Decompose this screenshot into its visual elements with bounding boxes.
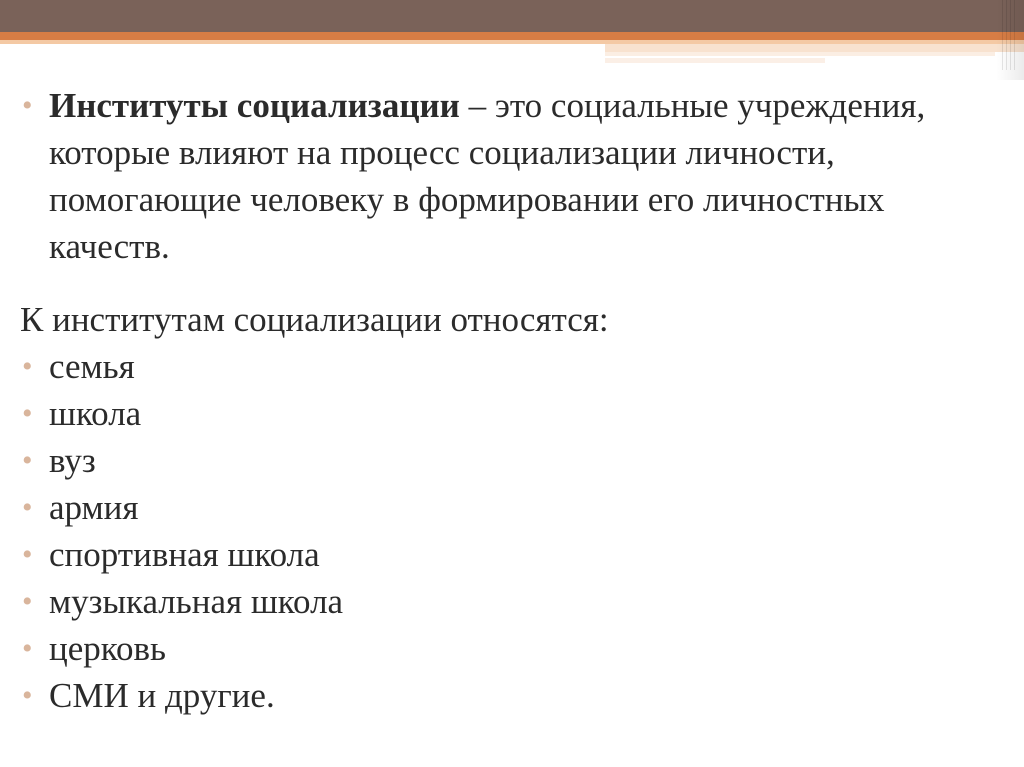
institutions-list (20, 343, 980, 719)
page-edge-lines (1002, 0, 1016, 70)
list-item (20, 578, 980, 625)
list-item (20, 390, 980, 437)
header-stripe (605, 44, 1024, 52)
institution-label: вуз (49, 441, 96, 480)
bullet-icon: • (22, 585, 33, 618)
list-item (20, 484, 980, 531)
bullet-icon: • (22, 491, 33, 524)
bullet-icon: • (22, 350, 33, 383)
header-stripe (605, 52, 995, 56)
institutions-intro: К институтам социализации относятся: (20, 300, 609, 339)
definition-text: – это социальные учреждения, которые влияют на процесс социализации личности, помогающие человеку в формировании его личностных качеств. (49, 86, 926, 266)
bullet-icon: • (22, 538, 33, 571)
institution-label: армия (49, 488, 139, 527)
institution-label: церковь (49, 629, 166, 668)
bullet-icon: • (22, 679, 33, 712)
bullet-icon: • (22, 444, 33, 477)
slide-content (20, 82, 980, 719)
institution-label: школа (49, 394, 142, 433)
institution-label: семья (49, 347, 135, 386)
institution-label: музыкальная школа (49, 582, 344, 621)
bullet-icon: • (22, 397, 33, 430)
list-item (20, 343, 980, 390)
header-accent-band (0, 32, 1024, 40)
institution-label: СМИ и другие. (49, 676, 275, 715)
list-item (20, 531, 980, 578)
header-stripe (605, 58, 825, 63)
list-item (20, 437, 980, 484)
list-item (20, 625, 980, 672)
bullet-icon: • (22, 89, 33, 122)
definition-term: Институты социализации (49, 86, 460, 125)
bullet-icon: • (22, 632, 33, 665)
header-band (0, 0, 1024, 32)
definition-item (20, 82, 980, 270)
list-item (20, 672, 980, 719)
institution-label: спортивная школа (49, 535, 320, 574)
